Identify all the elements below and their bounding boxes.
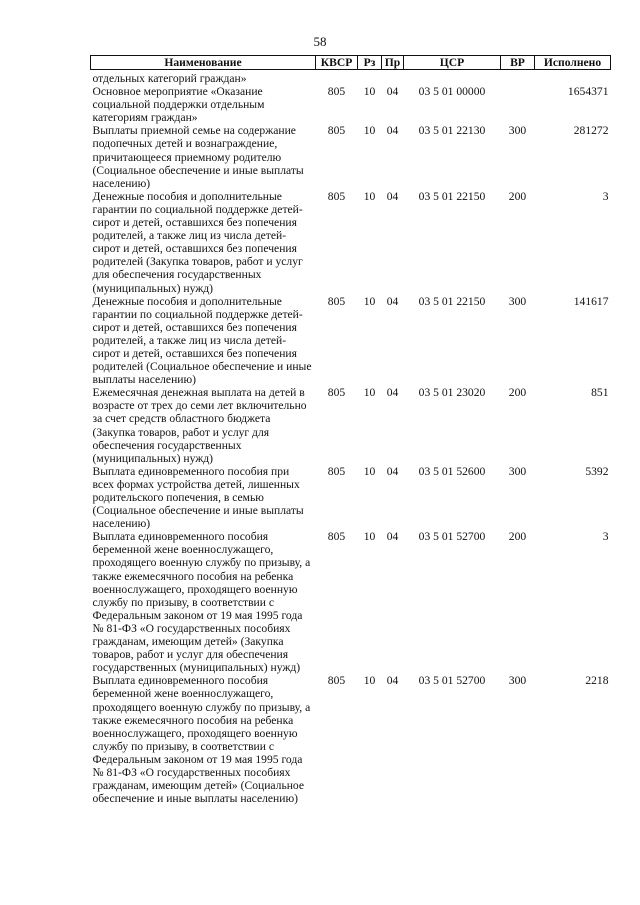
row-pr: 04	[386, 674, 399, 688]
table-row	[91, 190, 611, 295]
table-row	[91, 530, 611, 674]
header-pr: Пр	[382, 56, 404, 70]
row-kvsr: 805	[327, 294, 346, 308]
row-vr: 300	[508, 124, 527, 138]
table-row	[91, 124, 611, 189]
header-csr: ЦСР	[404, 56, 501, 70]
row-name: Ежемесячная денежная выплата на детей в возрасте от трех до семи лет включительно за счет средств областного бюджета (Закупка товаров, работ и услуг для обеспечения государственных (муниципальных) нужд)	[92, 386, 307, 465]
header-rz: Рз	[358, 56, 382, 70]
row-vr: 300	[508, 464, 527, 478]
table-row	[91, 674, 611, 805]
row-csr: 03 5 01 22130	[418, 124, 486, 138]
row-kvsr: 805	[327, 124, 346, 138]
row-pr: 04	[386, 386, 399, 400]
row-rz: 10	[363, 530, 376, 544]
row-amount: 3	[602, 530, 609, 544]
row-vr: 300	[508, 674, 527, 688]
row-rz: 10	[363, 464, 376, 478]
row-csr: 03 5 01 52700	[418, 674, 486, 688]
row-kvsr: 805	[327, 386, 346, 400]
row-pr: 04	[386, 464, 399, 478]
row-amount: 1654371	[567, 85, 609, 99]
row-kvsr: 805	[327, 464, 346, 478]
table-row	[91, 386, 611, 465]
row-name: Денежные пособия и дополнительные гарантии по социальной поддержке детей-сирот и детей, оставшихся без попечения родителей, а также лиц из числа детей-сирот и детей, оставшихся без попечения родителей (Закупка товаров, работ и услуг для обеспечения государственных (муниципальных) нужд)	[92, 189, 303, 295]
row-rz: 10	[363, 189, 376, 203]
row-name: Выплата единовременного пособия беременной жене военнослужащего, проходящего военную службу по призыву, а также ежемесячного пособия на ребенка военнослужащего, проходящего военную службу по призыву, в соответствии с Федеральным законом от 19 мая 1995 года № 81-ФЗ «О государственных пособиях гражданам, имеющим детей» (Социальное обеспечение и иные выплаты населению)	[92, 674, 311, 806]
row-kvsr: 805	[327, 189, 346, 203]
row-csr: 03 5 01 52600	[418, 464, 486, 478]
row-pr: 04	[386, 189, 399, 203]
row-csr: 03 5 01 52700	[418, 530, 486, 544]
row-csr: 03 5 01 00000	[418, 85, 486, 99]
row-pr: 04	[386, 124, 399, 138]
table-row	[91, 465, 611, 530]
row-name: Выплата единовременного пособия при всех формах устройства детей, лишенных родительского попечения, в семью (Социальное обеспечение и иные выплаты населению)	[92, 464, 304, 531]
table-row-continuation	[91, 70, 611, 86]
row-pr: 04	[386, 294, 399, 308]
row-csr: 03 5 01 22150	[418, 189, 486, 203]
row-kvsr: 805	[327, 530, 346, 544]
row-amount: 141617	[573, 294, 609, 308]
header-kvsr: КВСР	[316, 56, 358, 70]
row-rz: 10	[363, 386, 376, 400]
row-rz: 10	[363, 85, 376, 99]
row-amount: 281272	[573, 124, 609, 138]
row-pr: 04	[386, 530, 399, 544]
header-name: Наименование	[91, 56, 316, 70]
budget-table	[90, 55, 611, 805]
row-amount: 851	[591, 386, 609, 400]
row-name: Денежные пособия и дополнительные гарантии по социальной поддержке детей-сирот и детей, оставшихся без попечения родителей, а также лиц из числа детей-сирот и детей, оставшихся без попечения родителей (Социальное обеспечение и иные выплаты населению)	[92, 294, 312, 387]
row-pr: 04	[386, 85, 399, 99]
row-amount: 5392	[585, 464, 609, 478]
table-row	[91, 85, 611, 124]
row-csr: 03 5 01 23020	[418, 386, 486, 400]
table-row	[91, 295, 611, 387]
table-header	[91, 56, 611, 70]
row-vr: 300	[508, 294, 527, 308]
row-vr: 200	[508, 386, 527, 400]
row-vr: 200	[508, 189, 527, 203]
row-csr: 03 5 01 22150	[418, 294, 486, 308]
header-vr: ВР	[501, 56, 535, 70]
row-rz: 10	[363, 124, 376, 138]
row-amount: 2218	[585, 674, 609, 688]
row-rz: 10	[363, 674, 376, 688]
row-kvsr: 805	[327, 674, 346, 688]
row-amount: 3	[602, 189, 609, 203]
page-number: 58	[313, 34, 327, 49]
row-name: Выплаты приемной семье на содержание подопечных детей и вознаграждение, причитающееся приемному родителю (Социальное обеспечение и иные выплаты населению)	[92, 124, 304, 190]
row-name: Выплата единовременного пособия беременной жене военнослужащего, проходящего военную службу по призыву, а также ежемесячного пособия на ребенка военнослужащего, проходящего военную службу по призыву, в соответствии с Федеральным законом от 19 мая 1995 года № 81-ФЗ «О государственных пособиях гражданам, имеющим детей» (Закупка товаров, работ и услуг для обеспечения государственных (муниципальных) нужд)	[92, 530, 311, 675]
row-vr	[501, 85, 535, 124]
row-name: Основное мероприятие «Оказание социальной поддержки отдельным категориям граждан»	[92, 85, 265, 125]
row-kvsr: 805	[327, 85, 346, 99]
row-rz: 10	[363, 294, 376, 308]
row-vr: 200	[508, 530, 527, 544]
header-amount: Исполнено	[535, 56, 611, 70]
continuation-text: отдельных категорий граждан»	[92, 72, 247, 85]
